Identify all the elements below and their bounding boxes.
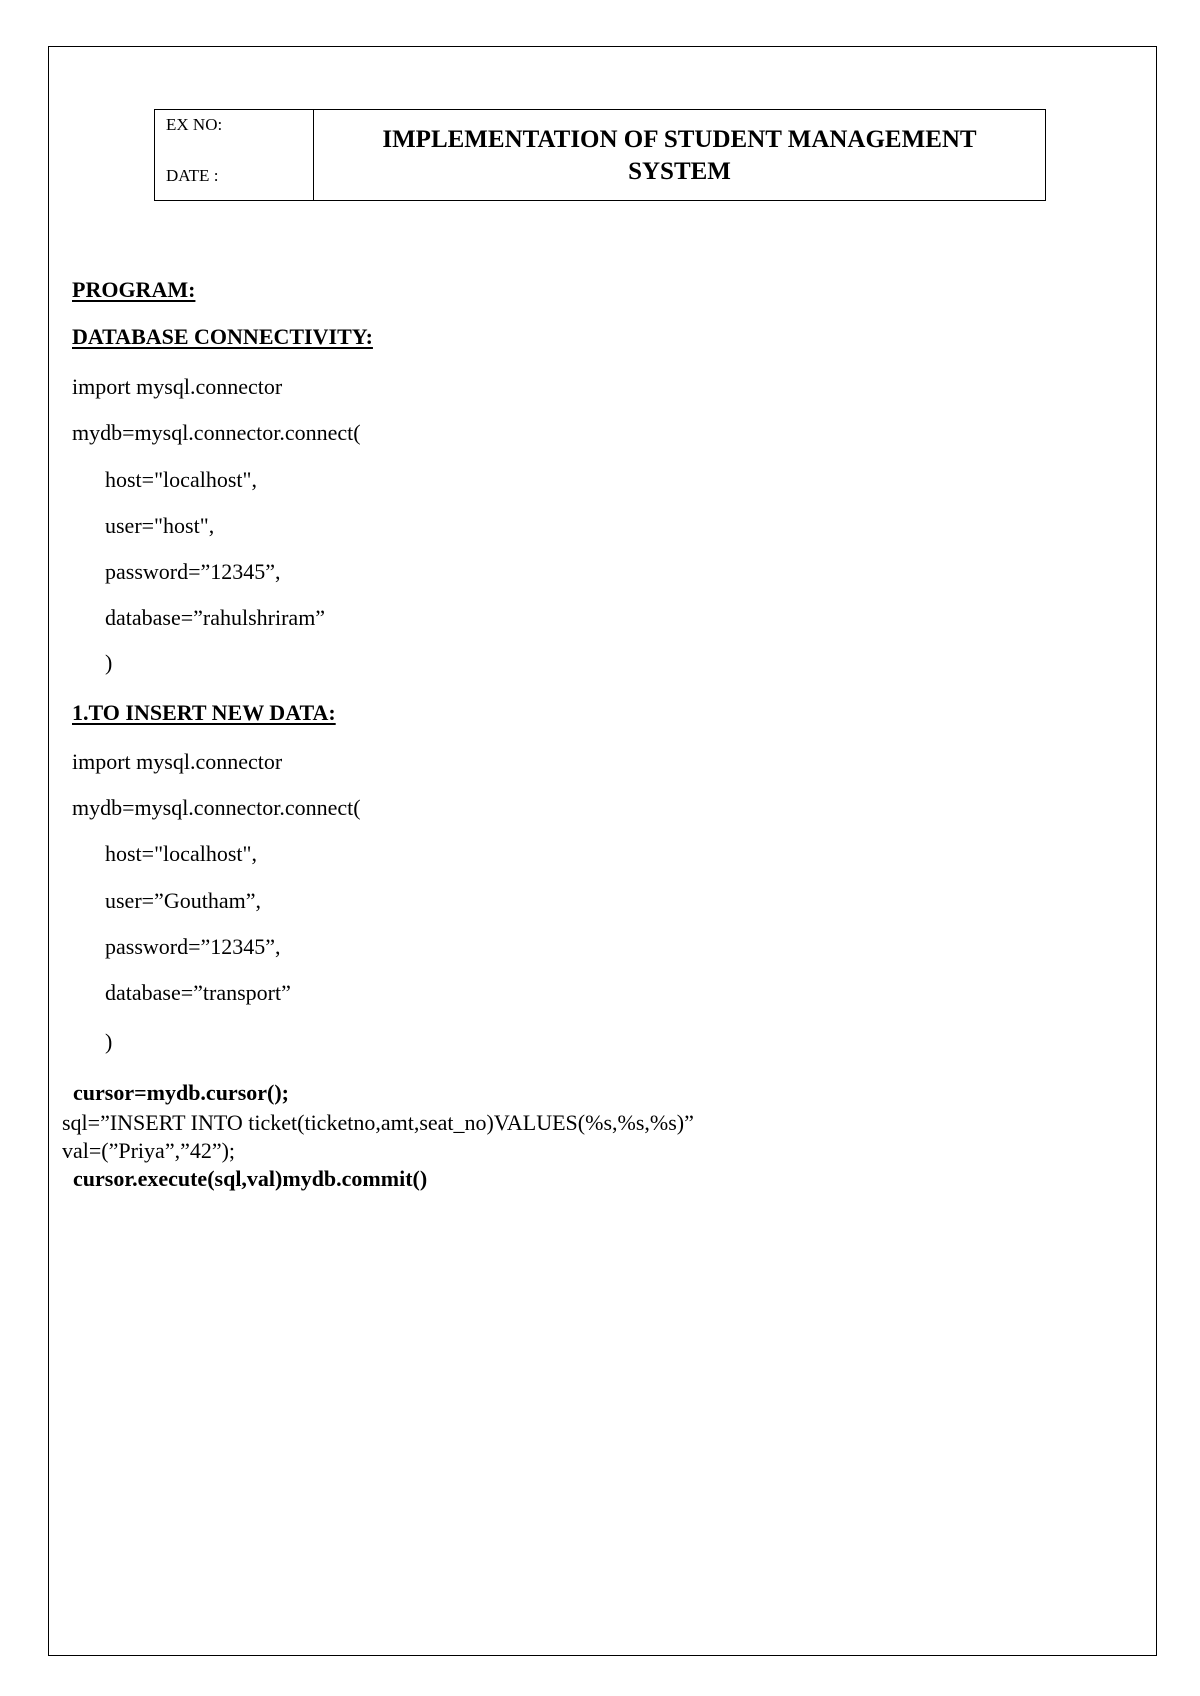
code-line: database=”transport”: [105, 980, 291, 1005]
code-line: user=”Goutham”,: [105, 888, 261, 913]
header-meta-cell: [155, 110, 314, 200]
code-line: host="localhost",: [105, 467, 257, 492]
code-line: user="host",: [105, 513, 215, 538]
code-line: val=(”Priya”,”42”);: [62, 1138, 236, 1163]
title-line-2: SYSTEM: [628, 158, 731, 185]
code-line: ): [105, 1029, 113, 1054]
date-label: DATE :: [166, 166, 219, 185]
code-line: cursor.execute(sql,val)mydb.commit(): [73, 1166, 428, 1191]
ex-no-label: EX NO:: [166, 115, 223, 134]
code-line: sql=”INSERT INTO ticket(ticketno,amt,seat_no)VALUES(%s,%s,%s)”: [62, 1110, 694, 1135]
page-title: [314, 110, 1045, 200]
header-box: [154, 109, 1046, 201]
heading-insert-new-data: 1.TO INSERT NEW DATA:: [72, 700, 336, 725]
code-line: password=”12345”,: [105, 934, 281, 959]
heading-program: PROGRAM:: [72, 277, 196, 302]
heading-database-connectivity: DATABASE CONNECTIVITY:: [72, 324, 373, 349]
code-line: ): [105, 650, 113, 675]
code-line: mydb=mysql.connector.connect(: [72, 420, 361, 445]
code-line: mydb=mysql.connector.connect(: [72, 795, 361, 820]
code-line: import mysql.connector: [72, 374, 283, 399]
code-line: import mysql.connector: [72, 749, 283, 774]
code-line: cursor=mydb.cursor();: [73, 1080, 289, 1105]
code-line: database=”rahulshriram”: [105, 605, 326, 630]
code-line: host="localhost",: [105, 841, 257, 866]
title-line-1: IMPLEMENTATION OF STUDENT MANAGEMENT: [382, 126, 977, 153]
code-line: password=”12345”,: [105, 559, 281, 584]
